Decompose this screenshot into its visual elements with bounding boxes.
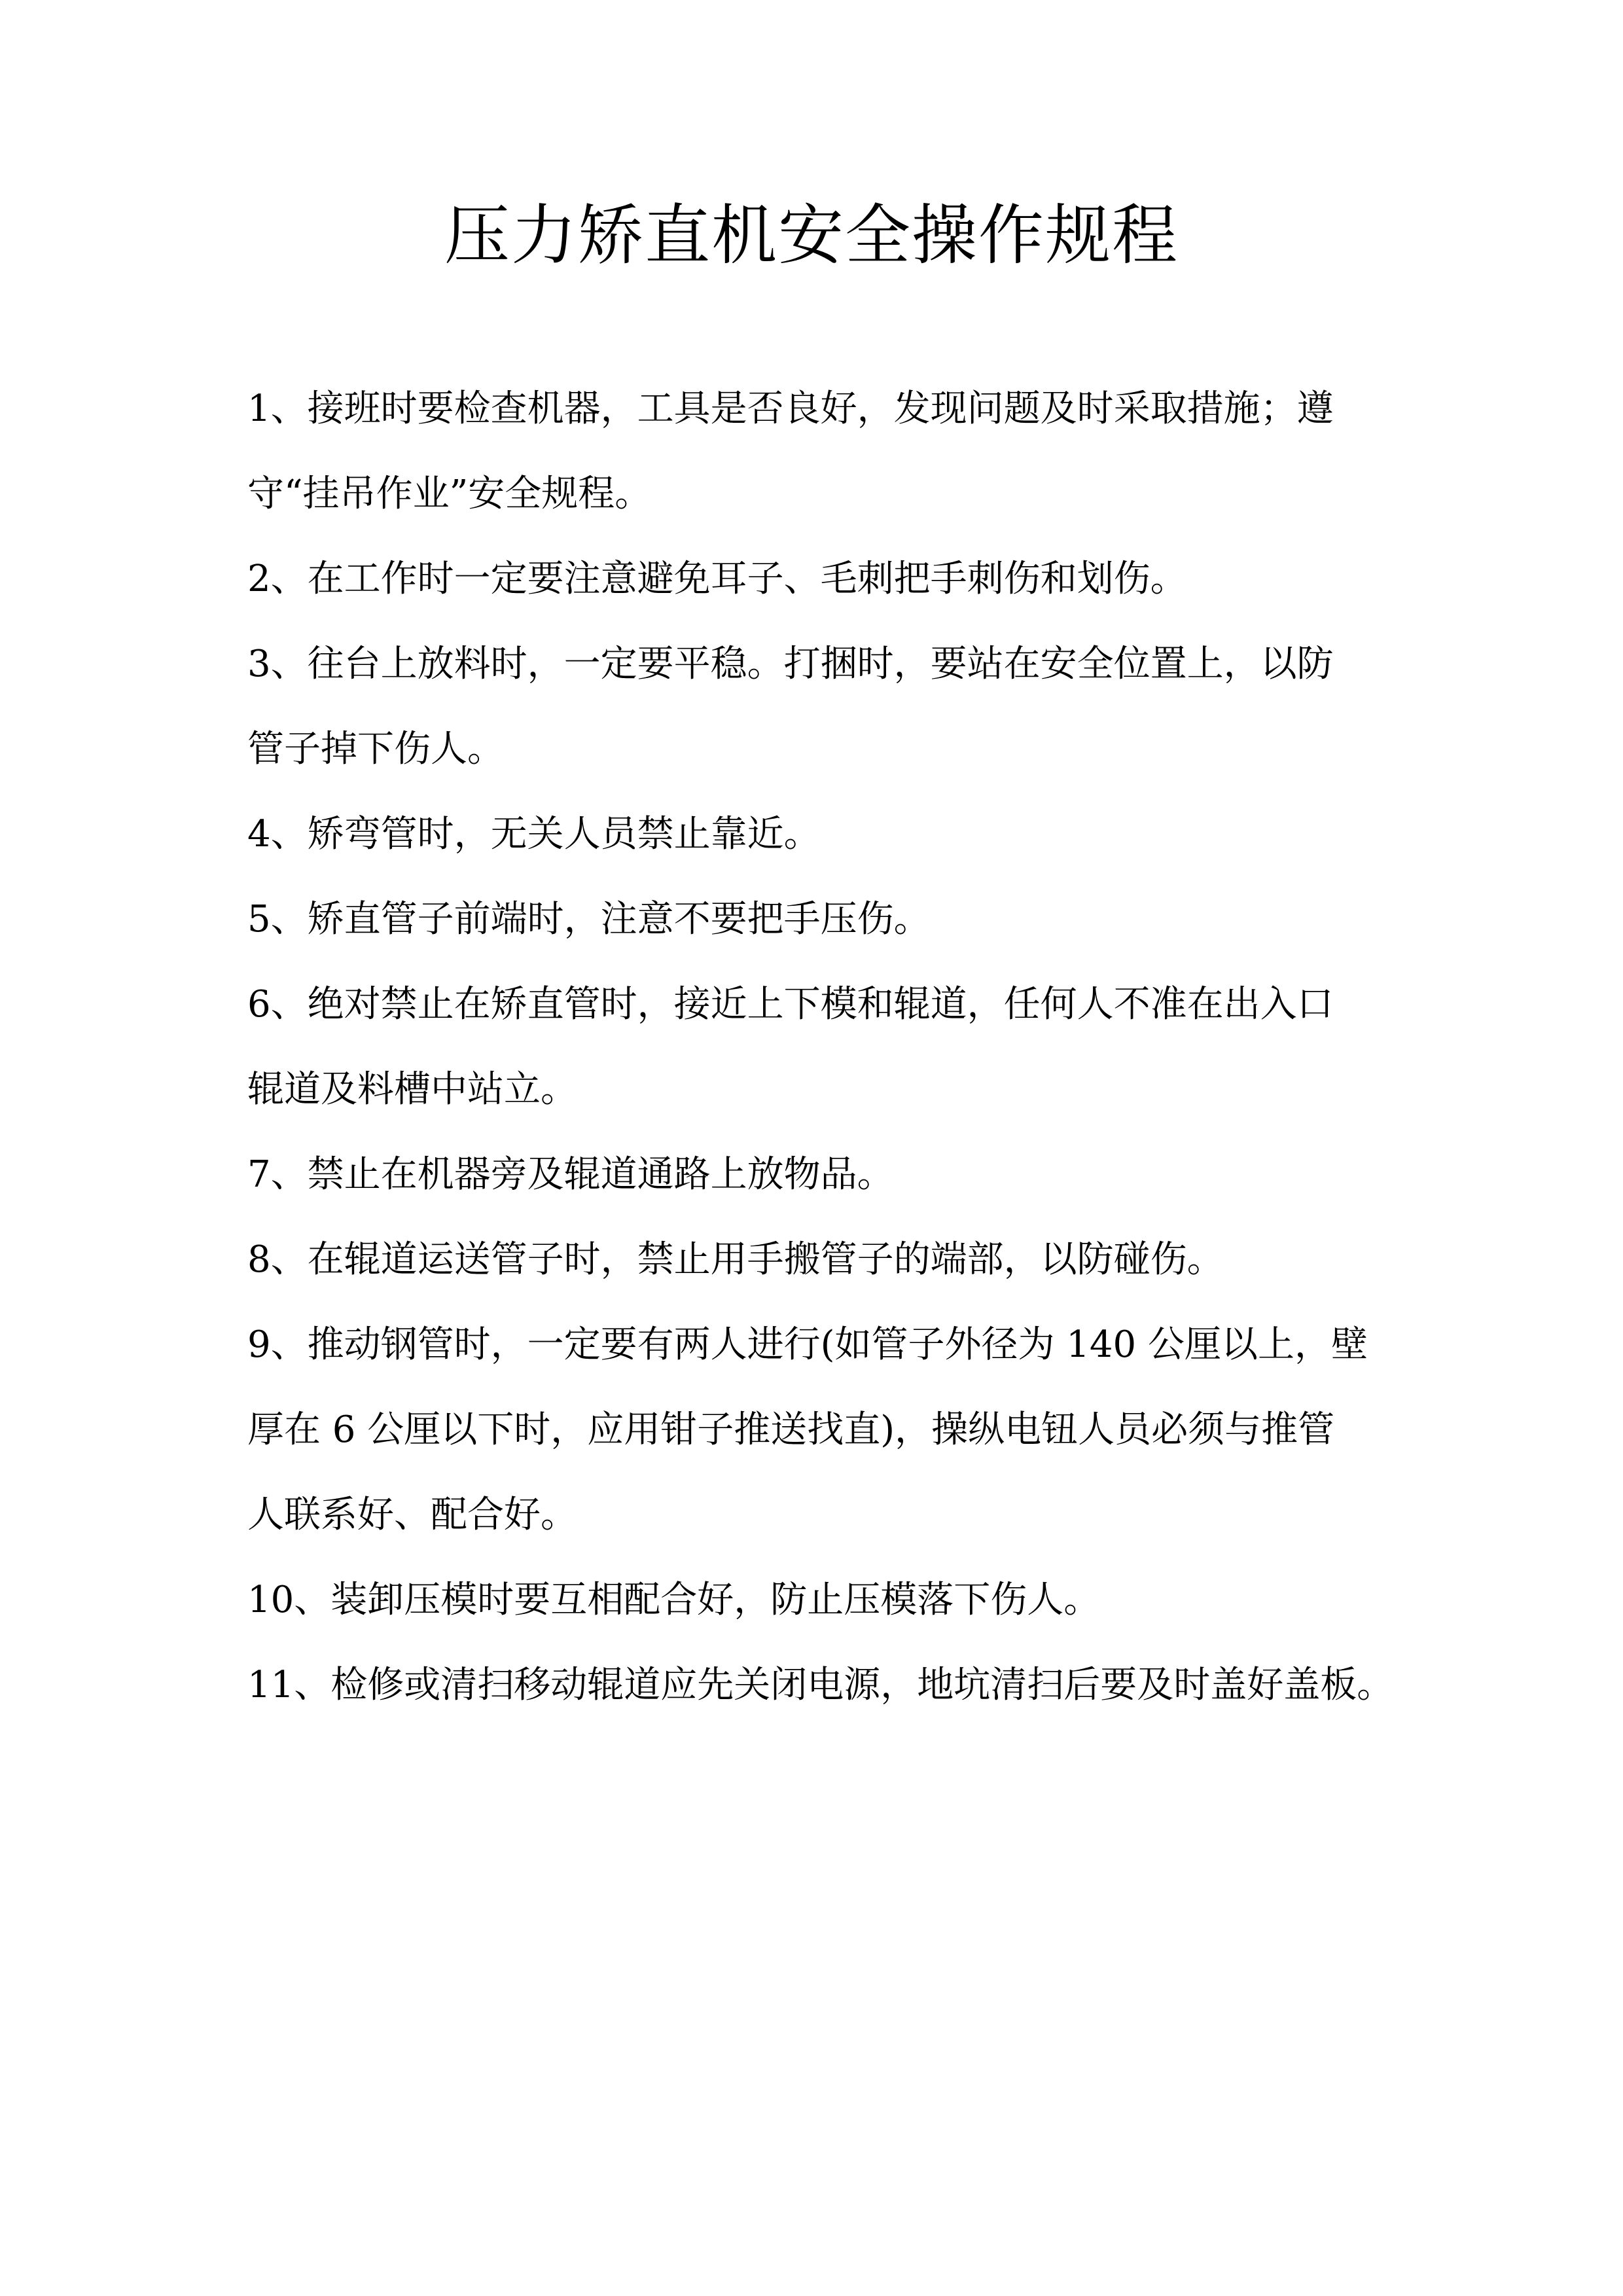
rule-line: 守“挂吊作业”安全规程。: [247, 473, 652, 515]
rule-line: 管子掉下伤人。: [247, 728, 504, 770]
document-title: 压力矫直机安全操作规程: [444, 197, 1179, 274]
document-body: [247, 367, 1406, 1728]
rule-line: 11、检修或清扫移动辊道应先关闭电源，地坑清扫后要及时盖好盖板。: [247, 1664, 1394, 1706]
rule-line: 9、推动钢管时，一定要有两人进行(如管子外径为 140 公厘以上，壁: [247, 1323, 1368, 1366]
rule-line: 厚在 6 公厘以下时，应用钳子推送找直)，操纵电钮人员必须与推管: [247, 1408, 1335, 1451]
rule-line: 辊道及料槽中站立。: [247, 1068, 577, 1111]
rule-line: 1、接班时要检查机器，工具是否良好，发现问题及时采取措施；遵: [247, 387, 1334, 430]
rule-line: 10、装卸压模时要互相配合好，防止压模落下伤人。: [247, 1579, 1101, 1621]
rule-line: 6、绝对禁止在矫直管时，接近上下模和辊道，任何人不准在出入口: [247, 983, 1334, 1026]
rule-line: 2、在工作时一定要注意避免耳子、毛刺把手刺伤和划伤。: [247, 558, 1187, 600]
rule-line: 4、矫弯管时，无关人员禁止靠近。: [247, 813, 821, 855]
rule-line: 8、在辊道运送管子时，禁止用手搬管子的端部，以防碰伤。: [247, 1238, 1224, 1281]
rule-line: 人联系好、配合好。: [247, 1494, 577, 1536]
rule-line: 5、矫直管子前端时，注意不要把手压伤。: [247, 898, 931, 941]
rule-line: 3、往台上放料时，一定要平稳。打捆时，要站在安全位置上，以防: [247, 643, 1334, 685]
rule-line: 7、禁止在机器旁及辊道通路上放物品。: [247, 1153, 894, 1196]
